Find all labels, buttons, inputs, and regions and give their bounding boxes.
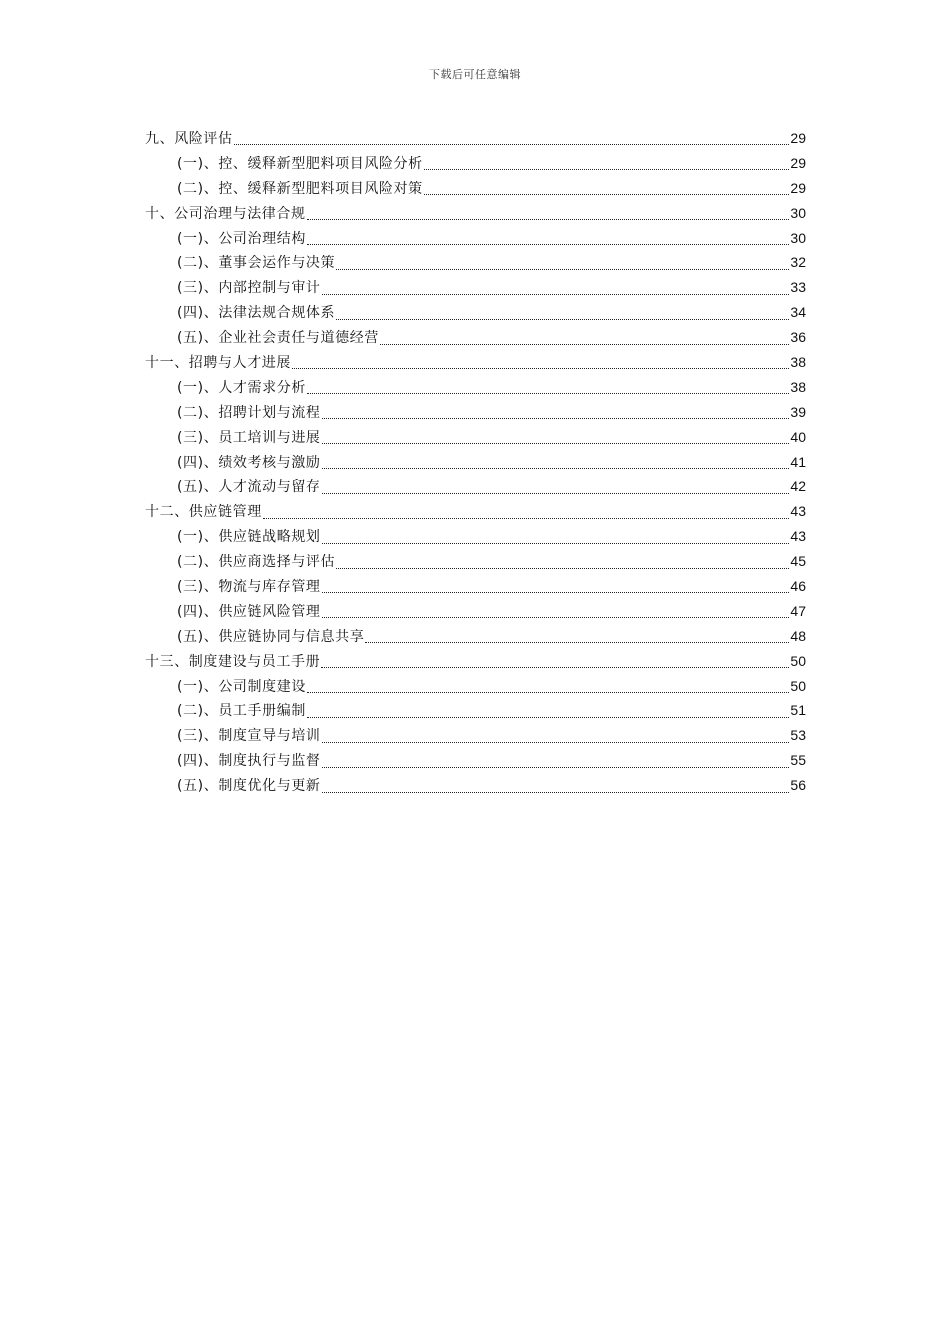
toc-entry-title: (四)、供应链风险管理 (177, 603, 321, 620)
toc-entry-title: (四)、制度执行与监督 (177, 753, 321, 770)
page-header: 下载后可任意编辑 (429, 68, 521, 81)
toc-entry[interactable] (145, 350, 806, 375)
toc-entry[interactable] (145, 474, 806, 499)
toc-leader (322, 741, 790, 743)
toc-entry-page: 29 (790, 154, 806, 171)
toc-entry-title: 十、公司治理与法律合规 (145, 205, 306, 222)
toc-entry-page: 42 (790, 478, 806, 495)
toc-entry-page: 56 (790, 777, 806, 794)
toc-entry[interactable] (145, 499, 806, 524)
toc-leader (322, 442, 790, 444)
toc-leader (322, 293, 790, 295)
toc-entry[interactable] (145, 325, 806, 350)
toc-entry[interactable] (145, 723, 806, 748)
toc-entry-page: 38 (790, 378, 806, 395)
toc-entry[interactable] (145, 176, 806, 201)
toc-entry-title: (一)、供应链战略规划 (177, 529, 321, 546)
toc-entry-title: 十三、制度建设与员工手册 (145, 653, 321, 670)
toc-entry[interactable] (145, 773, 806, 798)
toc-entry-title: (四)、绩效考核与激励 (177, 454, 321, 471)
toc-entry-page: 55 (790, 752, 806, 769)
toc-leader (380, 343, 789, 345)
toc-entry-page: 50 (790, 652, 806, 669)
toc-entry-title: (一)、控、缓释新型肥料项目风险分析 (177, 155, 423, 172)
toc-entry-title: (五)、企业社会责任与道德经营 (177, 330, 379, 347)
toc-entry-title: (五)、供应链协同与信息共享 (177, 628, 365, 645)
toc-entry[interactable] (145, 549, 806, 574)
toc-entry-page: 47 (790, 602, 806, 619)
toc-entry-page: 32 (790, 254, 806, 271)
toc-entry-page: 50 (790, 677, 806, 694)
toc-entry-title: (五)、人才流动与留存 (177, 479, 321, 496)
toc-entry-page: 48 (790, 627, 806, 644)
toc-leader (307, 691, 789, 693)
toc-leader (307, 243, 789, 245)
toc-entry-title: 九、风险评估 (145, 131, 233, 147)
toc-entry-title: (三)、物流与库存管理 (177, 579, 321, 596)
toc-entry[interactable] (145, 250, 806, 275)
toc-entry[interactable] (145, 151, 806, 176)
toc-entry[interactable] (145, 748, 806, 773)
toc-entry-title: (一)、人才需求分析 (177, 379, 306, 396)
toc-entry-title: (二)、控、缓释新型肥料项目风险对策 (177, 180, 423, 197)
toc-entry[interactable] (145, 201, 806, 226)
toc-entry[interactable] (145, 226, 806, 251)
toc-entry-page: 46 (790, 578, 806, 595)
toc-entry[interactable] (145, 574, 806, 599)
toc-entry-page: 29 (790, 179, 806, 196)
toc-entry[interactable] (145, 425, 806, 450)
toc-entry[interactable] (145, 275, 806, 300)
toc-entry-title: 十二、供应链管理 (145, 504, 262, 521)
toc-leader (322, 542, 790, 544)
toc-entry[interactable] (145, 375, 806, 400)
toc-entry[interactable] (145, 674, 806, 699)
toc-entry-title: (一)、公司治理结构 (177, 230, 306, 247)
toc-leader (321, 666, 789, 668)
toc-entry[interactable] (145, 524, 806, 549)
toc-entry[interactable] (145, 300, 806, 325)
toc-leader (307, 218, 790, 220)
toc-entry-title: (四)、法律法规合规体系 (177, 305, 336, 322)
toc-entry-title: (二)、供应商选择与评估 (177, 554, 336, 571)
toc-entry[interactable] (145, 624, 806, 649)
toc-entry-title: (二)、员工手册编制 (177, 703, 306, 720)
toc-entry-title: (五)、制度优化与更新 (177, 778, 321, 795)
toc-entry-title: (一)、公司制度建设 (177, 678, 306, 695)
toc-leader (292, 367, 789, 369)
toc-leader (322, 616, 790, 618)
toc-entry-page: 45 (790, 553, 806, 570)
toc-entry-page: 33 (790, 279, 806, 296)
toc-leader (322, 467, 790, 469)
toc-leader (336, 567, 789, 569)
toc-leader (424, 168, 790, 170)
toc-leader (263, 517, 790, 519)
toc-leader (365, 641, 789, 643)
toc-entry-title: 十一、招聘与人才进展 (145, 355, 291, 372)
toc-leader (234, 143, 790, 145)
toc-entry-page: 41 (790, 453, 806, 470)
toc-entry[interactable] (145, 400, 806, 425)
toc-leader (307, 716, 789, 718)
toc-entry-title: (三)、内部控制与审计 (177, 280, 321, 297)
toc-entry-page: 34 (790, 304, 806, 321)
toc-entry-title: (三)、制度宣导与培训 (177, 728, 321, 745)
toc-entry-page: 29 (790, 130, 806, 146)
toc-leader (322, 417, 790, 419)
toc-entry-page: 51 (790, 702, 806, 719)
toc-leader (322, 591, 790, 593)
toc-leader (307, 392, 789, 394)
toc-entry-title: (二)、招聘计划与流程 (177, 404, 321, 421)
toc-entry-title: (三)、员工培训与进展 (177, 429, 321, 446)
toc-entry-page: 39 (790, 403, 806, 420)
table-of-contents (145, 126, 806, 798)
toc-entry[interactable] (145, 450, 806, 475)
toc-entry-page: 43 (790, 528, 806, 545)
toc-leader (322, 791, 790, 793)
toc-entry-page: 30 (790, 204, 806, 221)
toc-entry-title: (二)、董事会运作与决策 (177, 255, 336, 272)
toc-entry[interactable] (145, 698, 806, 723)
toc-leader (322, 766, 790, 768)
toc-entry[interactable] (145, 126, 806, 151)
toc-leader (322, 492, 790, 494)
toc-entry-page: 36 (790, 329, 806, 346)
toc-leader (336, 268, 789, 270)
toc-entry-page: 40 (790, 428, 806, 445)
toc-entry[interactable] (145, 599, 806, 624)
toc-leader (336, 318, 789, 320)
toc-entry-page: 53 (790, 727, 806, 744)
toc-entry-page: 30 (790, 229, 806, 246)
toc-leader (424, 193, 790, 195)
toc-entry-page: 43 (790, 503, 806, 520)
toc-entry[interactable] (145, 649, 806, 674)
toc-entry-page: 38 (790, 354, 806, 371)
